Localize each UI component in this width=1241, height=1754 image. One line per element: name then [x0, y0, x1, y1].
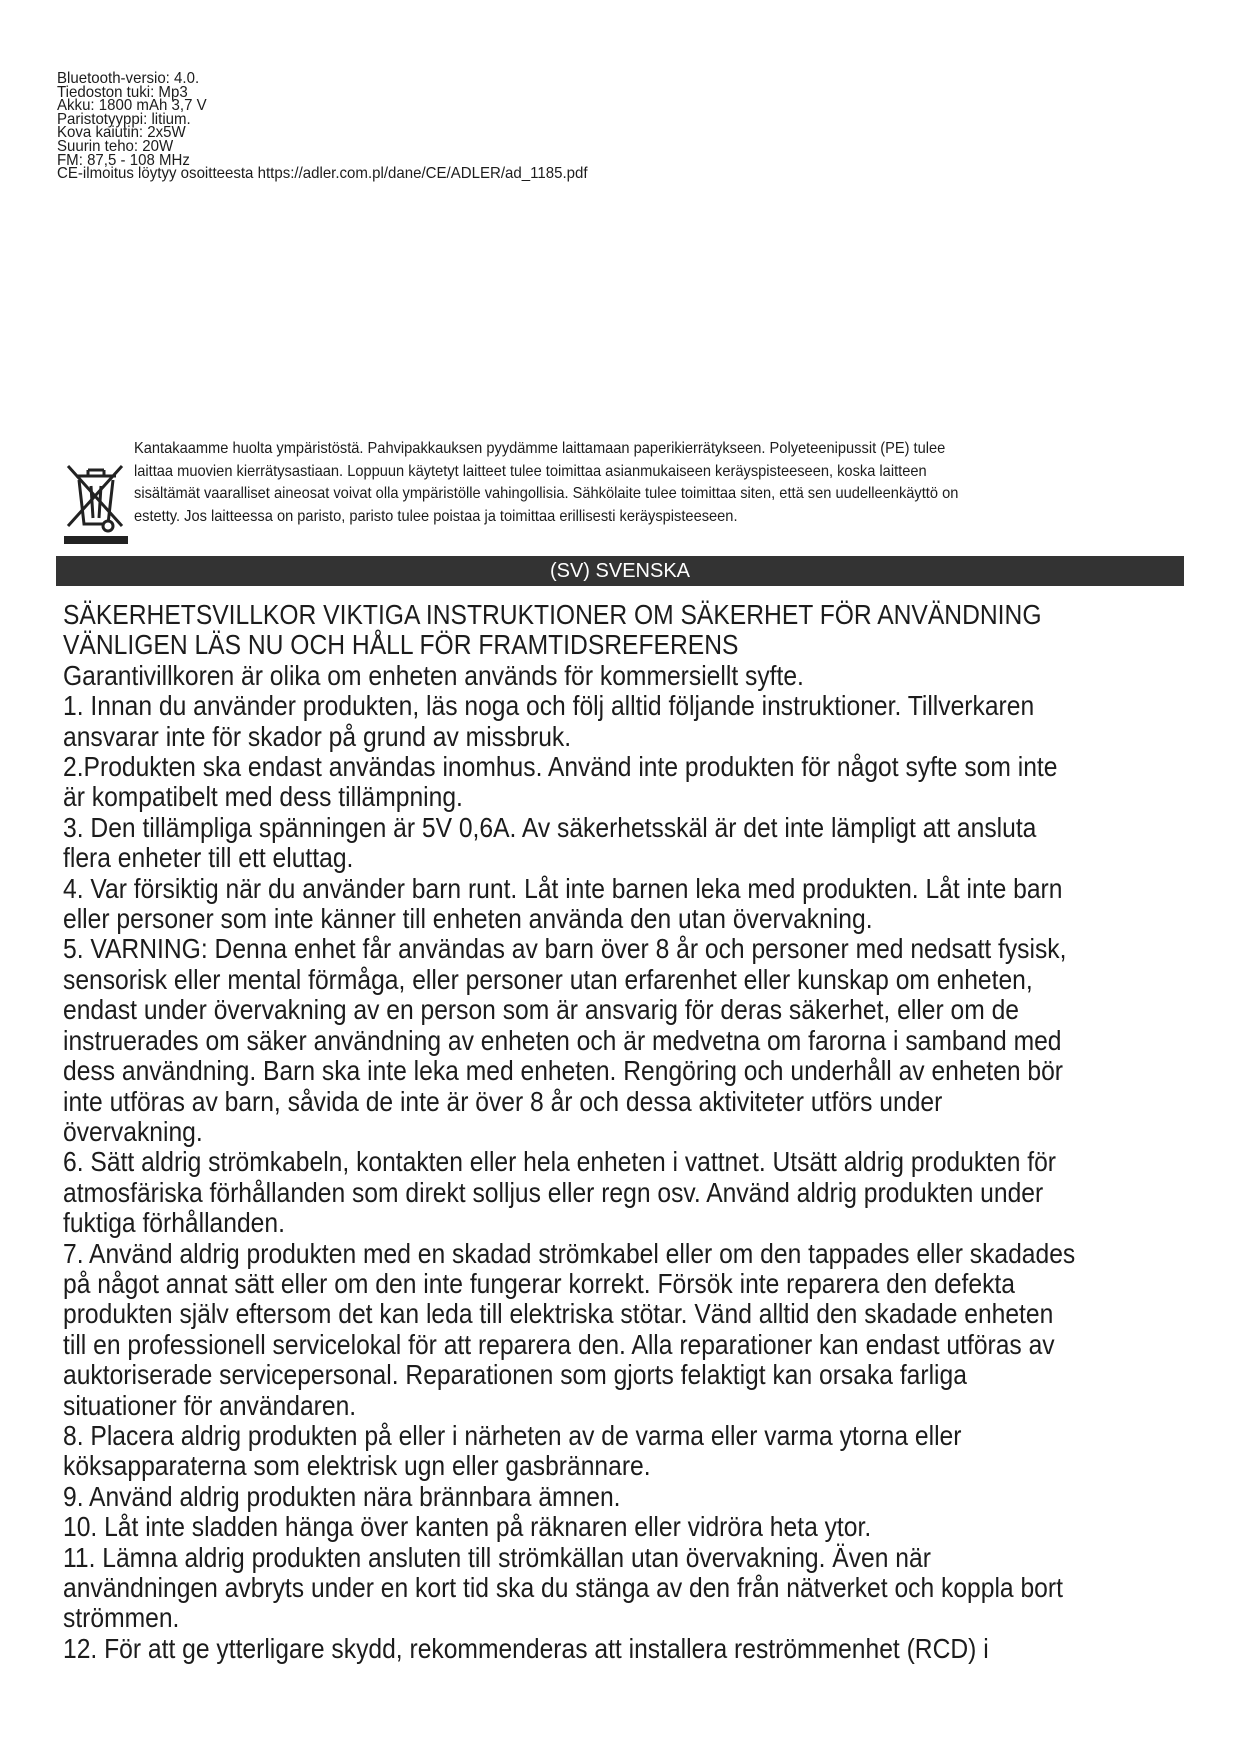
heading-line: SÄKERHETSVILLKOR VIKTIGA INSTRUKTIONER OM SÄKERHET FÖR ANVÄNDNING [63, 599, 1042, 630]
instruction-line: endast under övervakning av en person som är ansvarig för deras säkerhet, eller om de [63, 994, 1020, 1026]
spec-line: FM: 87,5 - 108 MHz [57, 151, 190, 169]
instruction-line: 11. Lämna aldrig produkten ansluten till strömkällan utan övervakning. Även när [63, 1541, 931, 1573]
instruction-line: är kompatibelt med dess tillämpning. [63, 781, 463, 813]
spec-line: Suurin teho: 20W [57, 137, 174, 155]
instruction-line: fuktiga förhållanden. [63, 1207, 285, 1239]
instruction-line: övervakning. [63, 1115, 203, 1147]
instruction-line: ansvarar inte för skador på grund av missbruk. [63, 720, 572, 752]
environment-text-line: Kantakaamme huolta ympäristöstä. Pahvipakkauksen pyydämme laittamaan paperikierrätykseen. Polyeteenipussit (PE) tulee [134, 440, 946, 457]
instruction-line: till en professionell servicelokal för att reparera den. Alla reparationer kan endast utföras av [63, 1328, 1055, 1360]
instruction-line: 5. VARNING: Denna enhet får användas av barn över 8 år och personer med nedsatt fysisk, [63, 933, 1067, 965]
environment-text-line: laittaa muovien kierrätysastiaan. Loppuun käytetyt laitteet tulee toimittaa asianmukaiseen keräyspisteeseen, koska laitteen [134, 462, 927, 480]
spec-line: Tiedoston tuki: Mp3 [57, 83, 188, 101]
instruction-line: Garantivillkoren är olika om enheten används för kommersiellt syfte. [63, 659, 804, 691]
instruction-line: köksapparaterna som elektrisk ugn eller gasbrännare. [63, 1450, 651, 1482]
instruction-line: 7. Använd aldrig produkten med en skadad strömkabel eller om den tappades eller skadades [63, 1237, 1076, 1269]
instruction-line: inte utföras av barn, såvida de inte är över 8 år och dessa aktiviteter utförs under [63, 1085, 943, 1117]
instruction-line: 6. Sätt aldrig strömkabeln, kontakten eller hela enheten i vattnet. Utsätt aldrig produkten för [63, 1146, 1057, 1178]
safety-instructions [63, 600, 1203, 1664]
instruction-line: dess användning. Barn ska inte leka med enheten. Rengöring och underhåll av enheten bör [63, 1055, 1063, 1087]
language-section-header: (SV) SVENSKA [56, 556, 1184, 586]
instruction-line: 3. Den tillämpliga spänningen är 5V 0,6A. Av säkerhetsskäl är det inte lämpligt att ansluta [63, 811, 1037, 843]
instruction-line: användningen avbryts under en kort tid ska du stänga av den från nätverket och koppla bort [63, 1572, 1063, 1603]
instruction-line: sensorisk eller mental förmåga, eller personer utan erfarenhet eller kunskap om enheten, [63, 963, 1033, 995]
instruction-line: 10. Låt inte sladden hänga över kanten på räknaren eller vidröra heta ytor. [63, 1511, 872, 1543]
technical-specifications [57, 72, 857, 181]
instruction-line: auktoriserade servicepersonal. Reparationen som gjorts felaktigt kan orsaka farliga [63, 1359, 967, 1391]
instruction-line: produkten själv eftersom det kan leda till elektriska stötar. Vänd alltid den skadade enheten [63, 1298, 1054, 1330]
spec-line: Akku: 1800 mAh 3,7 V [57, 97, 207, 115]
environment-text-line: estetty. Jos laitteessa on paristo, paristo tulee poistaa ja toimittaa erillisesti keräyspisteeseen. [134, 507, 738, 525]
heading-line: VÄNLIGEN LÄS NU OCH HÅLL FÖR FRAMTIDSREFERENS [63, 629, 739, 661]
spec-line: Bluetooth-versio: 4.0. [57, 70, 200, 87]
instruction-line: eller personer som inte känner till enheten använda den utan övervakning. [63, 903, 873, 935]
environment-notice [60, 438, 1180, 548]
instruction-line: 4. Var försiktig när du använder barn runt. Låt inte barnen leka med produkten. Låt inte barn [63, 872, 1063, 904]
crossed-out-wheelie-bin-icon [60, 458, 132, 548]
instruction-line: situationer för användaren. [63, 1389, 357, 1421]
instruction-line: 8. Placera aldrig produkten på eller i närheten av de varma eller varma ytorna eller [63, 1419, 962, 1451]
instruction-line: atmosfäriska förhållanden som direkt solljus eller regn osv. Använd aldrig produkten under [63, 1176, 1044, 1208]
spec-line: Paristotyyppi: litium. [57, 110, 191, 128]
instruction-line: strömmen. [63, 1602, 180, 1634]
spec-line: Kova kaiutin: 2x5W [57, 124, 186, 142]
instruction-line: instruerades om säker användning av enheten och är medvetna om farorna i samband med [63, 1024, 1062, 1056]
instruction-line: 2.Produkten ska endast användas inomhus. Använd inte produkten för något syfte som inte [63, 751, 1058, 783]
instruction-line: 1. Innan du använder produkten, läs noga och följ alltid följande instruktioner. Tillverkaren [63, 690, 1035, 722]
instruction-line: 12. För att ge ytterligare skydd, rekommenderas att installera reströmmenhet (RCD) i [63, 1632, 989, 1664]
instruction-line: 9. Använd aldrig produkten nära brännbara ämnen. [63, 1480, 621, 1512]
instruction-line: på något annat sätt eller om den inte fungerar korrekt. Försök inte reparera den defekta [63, 1267, 1015, 1299]
instruction-line: flera enheter till ett eluttag. [63, 842, 354, 874]
ce-declaration-line: CE-ilmoitus löytyy osoitteesta https://adler.com.pl/dane/CE/ADLER/ad_1185.pdf [57, 165, 588, 183]
environment-text-line: sisältämät vaaralliset aineosat voivat olla ympäristölle vahingollisia. Sähkölaite tulee toimittaa siten, että sen uudelleenkäyttö on [134, 485, 959, 502]
